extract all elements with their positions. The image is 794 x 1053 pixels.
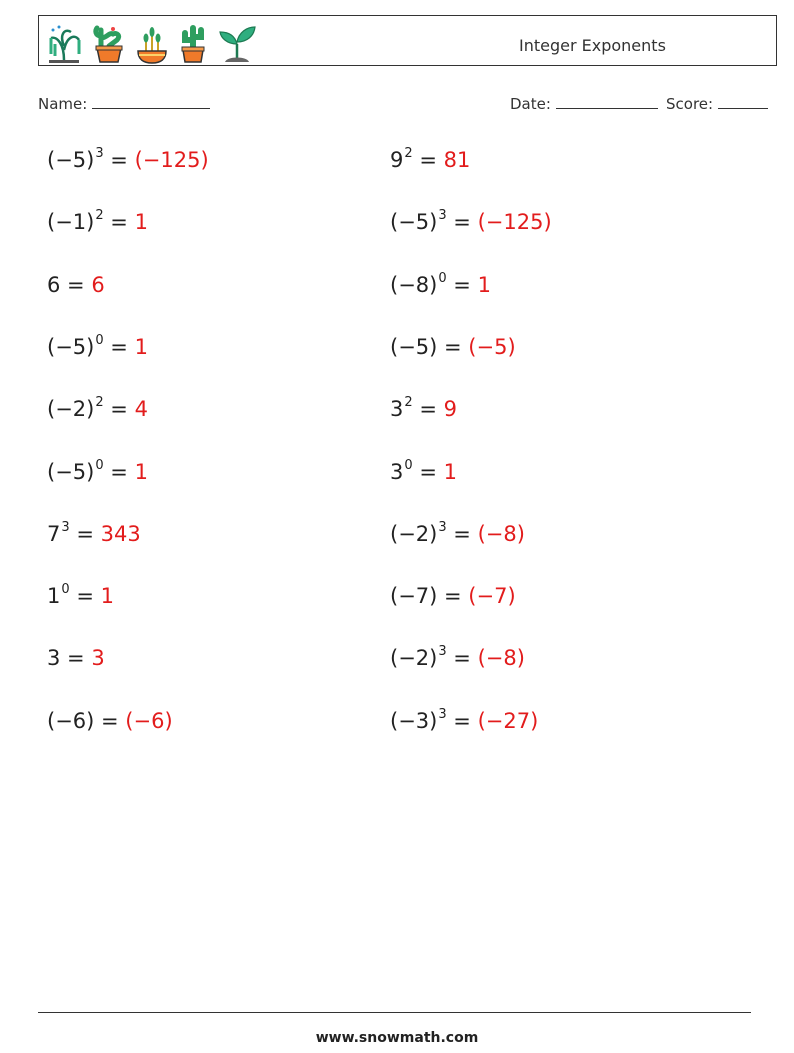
willow-plant-icon bbox=[45, 24, 83, 64]
problem-base: (−5) bbox=[47, 334, 95, 359]
header-box bbox=[38, 15, 777, 66]
problem-item: $(-5)^3 = (-125)$ bbox=[390, 208, 552, 235]
problem-item: (−7) = (−7) bbox=[390, 584, 516, 609]
problem-item: $(-8)^0 = 1$ bbox=[390, 270, 491, 297]
problem-base: (−8) bbox=[390, 272, 438, 297]
problem-answer: 1 bbox=[134, 210, 148, 235]
problem-item: $(-2)^3 = (-8)$ bbox=[390, 644, 525, 671]
problem-answer: 9 bbox=[443, 397, 457, 422]
problem-item: $3^2 = 9$ bbox=[390, 395, 457, 422]
name-line bbox=[92, 94, 210, 109]
problem-base: 7 bbox=[47, 521, 61, 546]
problem-answer: 3 bbox=[91, 646, 105, 671]
problem-base: (−5) bbox=[390, 334, 438, 359]
problem-item: $(-2)^3 = (-8)$ bbox=[390, 519, 525, 546]
problem-exponent: 2 bbox=[404, 146, 413, 161]
problem-base: (−5) bbox=[390, 210, 438, 235]
problem-answer: 1 bbox=[100, 584, 114, 609]
problem-answer: 1 bbox=[477, 272, 491, 297]
problem-answer: (−125) bbox=[134, 148, 209, 172]
cactus-pot-icon bbox=[177, 24, 209, 64]
problem-base: 3 bbox=[47, 646, 61, 671]
problem-base: 9 bbox=[390, 148, 404, 172]
problem-answer: 1 bbox=[134, 334, 148, 359]
problem-item: $(-1)^2 = 1$ bbox=[47, 208, 148, 235]
date-line bbox=[556, 94, 658, 109]
problem-answer: 4 bbox=[134, 397, 148, 422]
problem-item: 3 = 3 bbox=[47, 646, 105, 671]
problem-item: $7^3 = 343$ bbox=[47, 519, 141, 546]
problem-answer: 1 bbox=[443, 459, 457, 484]
problem-exponent: 3 bbox=[438, 644, 447, 660]
problem-exponent: 0 bbox=[438, 270, 447, 286]
problem-item: $(-3)^3 = (-27)$ bbox=[390, 706, 539, 733]
problem-exponent: 2 bbox=[95, 395, 104, 411]
problem-answer: 81 bbox=[443, 148, 471, 172]
problem-base: (−6) bbox=[47, 708, 95, 733]
problem-item: 6 = 6 bbox=[47, 272, 105, 297]
problem-exponent: 3 bbox=[438, 208, 447, 224]
problem-base: (−2) bbox=[390, 646, 438, 671]
score-line bbox=[718, 94, 768, 109]
problem-answer: (−5) bbox=[468, 334, 516, 359]
wheat-pot-icon bbox=[135, 24, 169, 64]
problem-exponent: 0 bbox=[404, 457, 413, 473]
sprout-icon bbox=[217, 24, 257, 64]
problem-base: (−5) bbox=[47, 459, 95, 484]
problem-answer: (−8) bbox=[477, 521, 525, 546]
problem-item: $9^2 = 81$ bbox=[390, 146, 471, 172]
page-title: Integer Exponents bbox=[519, 36, 666, 55]
problem-item: $(-5)^0 = 1$ bbox=[47, 332, 148, 359]
problem-base: (−3) bbox=[390, 708, 438, 733]
problem-base: 6 bbox=[47, 272, 61, 297]
problem-base: 1 bbox=[47, 584, 61, 609]
problem-exponent: 3 bbox=[438, 519, 447, 535]
problem-answer: 6 bbox=[91, 272, 105, 297]
problem-item: $3^0 = 1$ bbox=[390, 457, 457, 484]
problem-exponent: 2 bbox=[404, 395, 413, 411]
potted-cactus-icon bbox=[91, 24, 127, 64]
problem-answer: 1 bbox=[134, 459, 148, 484]
problem-answer: (−125) bbox=[477, 210, 552, 235]
problem-base: (−1) bbox=[47, 210, 95, 235]
problem-exponent: 0 bbox=[95, 332, 104, 348]
problem-answer: (−6) bbox=[125, 708, 173, 733]
problem-answer: (−8) bbox=[477, 646, 525, 671]
problem-item: (−6) = (−6) bbox=[47, 708, 173, 733]
problem-exponent: 0 bbox=[61, 582, 70, 598]
problem-base: (−2) bbox=[47, 397, 95, 422]
problem-exponent: 3 bbox=[438, 706, 447, 722]
problem-item: (−5) = (−5) bbox=[390, 334, 516, 359]
score-field[interactable] bbox=[666, 94, 768, 113]
problem-exponent: 2 bbox=[95, 208, 104, 224]
name-field[interactable] bbox=[38, 94, 210, 113]
name-label: Name: bbox=[38, 95, 88, 113]
problem-answer: (−7) bbox=[468, 584, 516, 609]
problem-answer: 343 bbox=[100, 521, 141, 546]
problem-base: 3 bbox=[390, 459, 404, 484]
problem-base: (−5) bbox=[47, 148, 95, 172]
problem-base: (−2) bbox=[390, 521, 438, 546]
date-field[interactable] bbox=[510, 94, 658, 113]
footer-divider bbox=[38, 1012, 751, 1013]
problem-exponent: 0 bbox=[95, 457, 104, 473]
problem-item: $1^0 = 1$ bbox=[47, 582, 114, 609]
problem-base: (−7) bbox=[390, 584, 438, 609]
problem-item: $(-5)^0 = 1$ bbox=[47, 457, 148, 484]
problem-exponent: 3 bbox=[61, 519, 70, 535]
score-label: Score: bbox=[666, 95, 714, 113]
date-label: Date: bbox=[510, 95, 551, 113]
problem-answer: (−27) bbox=[477, 708, 539, 733]
problem-item: $(-2)^2 = 4$ bbox=[47, 395, 148, 422]
problem-base: 3 bbox=[390, 397, 404, 422]
header-icons bbox=[45, 20, 257, 64]
problem-exponent: 3 bbox=[95, 146, 104, 161]
footer-url: www.snowmath.com bbox=[315, 1030, 479, 1046]
problem-item: $(-5)^3 = (-125)$ bbox=[47, 146, 209, 172]
